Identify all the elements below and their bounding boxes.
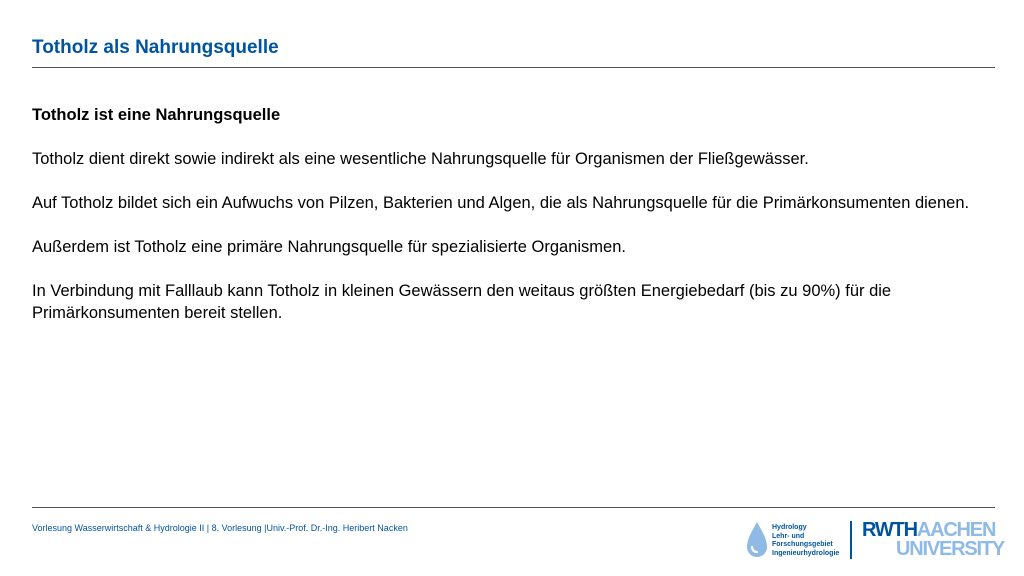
- rwth-logo: [862, 519, 1005, 560]
- paragraph-3: Außerdem ist Totholz eine primäre Nahrungsquelle für spezialisierte Organismen.: [32, 238, 626, 256]
- content-subheading: Totholz ist eine Nahrungsquelle: [32, 106, 281, 124]
- slide-content: [32, 104, 982, 346]
- footer-text: Vorlesung Wasserwirtschaft & Hydrologie II | 8. Vorlesung |Univ.-Prof. Dr.-Ing. Heribert Nacken: [32, 523, 408, 533]
- slide-title: Totholz als Nahrungsquelle: [32, 37, 279, 58]
- aachen-wordmark: AACHEN: [916, 519, 996, 541]
- paragraph-2: Auf Totholz bildet sich ein Aufwuchs von Pilzen, Bakterien und Algen, die als Nahrungsquelle für die Primärkonsumenten dienen.: [32, 194, 970, 212]
- footer-divider: [32, 507, 995, 508]
- university-wordmark: UNIVERSITY: [896, 538, 1005, 560]
- water-drop-icon: [746, 521, 768, 559]
- hydrology-logo: [746, 519, 846, 561]
- paragraph-1: Totholz dient direkt sowie indirekt als eine wesentliche Nahrungsquelle für Organismen der Fließgewässer.: [32, 150, 809, 168]
- hydrology-logo-text: Hydrology Lehr- und Forschungsgebiet Ingenieurhydrologie: [772, 524, 840, 557]
- paragraph-4: In Verbindung mit Falllaub kann Totholz in kleinen Gewässern den weitaus größten Energiebedarf (bis zu 90%) für die Primärkonsumenten bereit stellen.: [32, 282, 892, 322]
- rwth-wordmark: RWTH: [862, 519, 917, 541]
- title-divider: [32, 67, 995, 68]
- logo-divider: [850, 521, 852, 559]
